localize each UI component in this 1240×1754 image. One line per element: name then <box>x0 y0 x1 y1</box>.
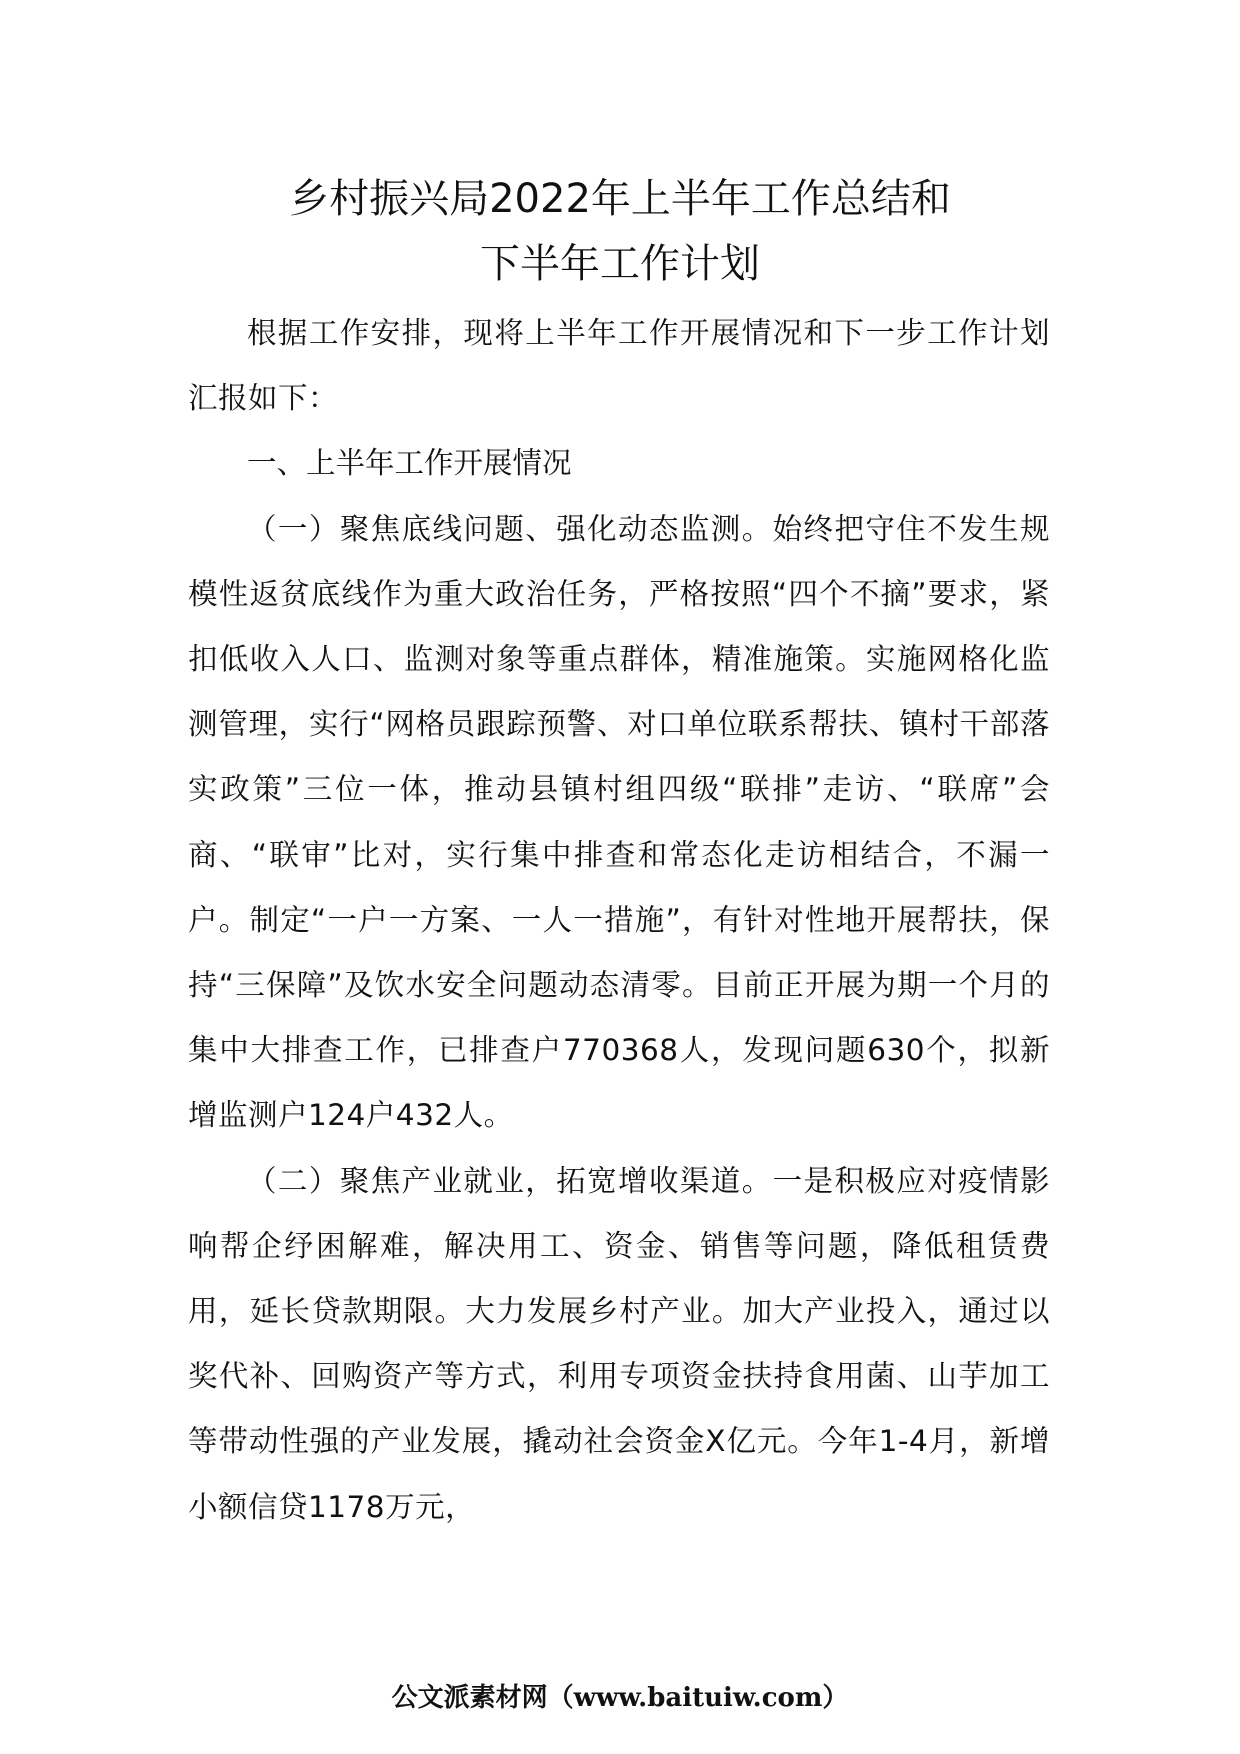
intro-paragraph: 根据工作安排，现将上半年工作开展情况和下一步工作计划汇报如下： <box>188 316 1050 416</box>
document-title-line1: 乡村振兴局2022年上半年工作总结和 <box>289 176 951 222</box>
section-heading: 一、上半年工作开展情况 <box>247 446 572 481</box>
document-title-line2: 下半年工作计划 <box>480 241 760 287</box>
paragraph-industry: （二）聚焦产业就业，拓宽增收渠道。一是积极应对疫情影响帮企纾困解难，解决用工、资金、销售等问题，降低租赁费用，延长贷款期限。大力发展乡村产业。加大产业投入，通过以奖代补、回购资产等方式，利用专项资金扶持食用菌、山芋加工等带动性强的产业发展，撬动社会资金X亿元。今年1-4月，新增小额信贷1178万元， <box>188 1163 1050 1524</box>
paragraph-monitoring: （一）聚焦底线问题、强化动态监测。始终把守住不发生规模性返贫底线作为重大政治任务，严格按照“四个不摘”要求，紧扣低收入人口、监测对象等重点群体，精准施策。实施网格化监测管理，实行“网格员跟踪预警、对口单位联系帮扶、镇村干部落实政策”三位一体，推动县镇村组四级“联排”走访、“联席”会商、“联审”比对，实行集中排查和常态化走访相结合，不漏一户。制定“一户一方案、一人一措施”，有针对性地开展帮扶，保持“三保障”及饮水安全问题动态清零。目前正开展为期一个月的集中大排查工作，已排查户770368人，发现问题630个，拟新增监测户124户432人。 <box>188 511 1050 1133</box>
document-body <box>188 301 1050 1540</box>
watermark-footer: 公文派素材网（www.baituiw.com） <box>391 1683 849 1713</box>
